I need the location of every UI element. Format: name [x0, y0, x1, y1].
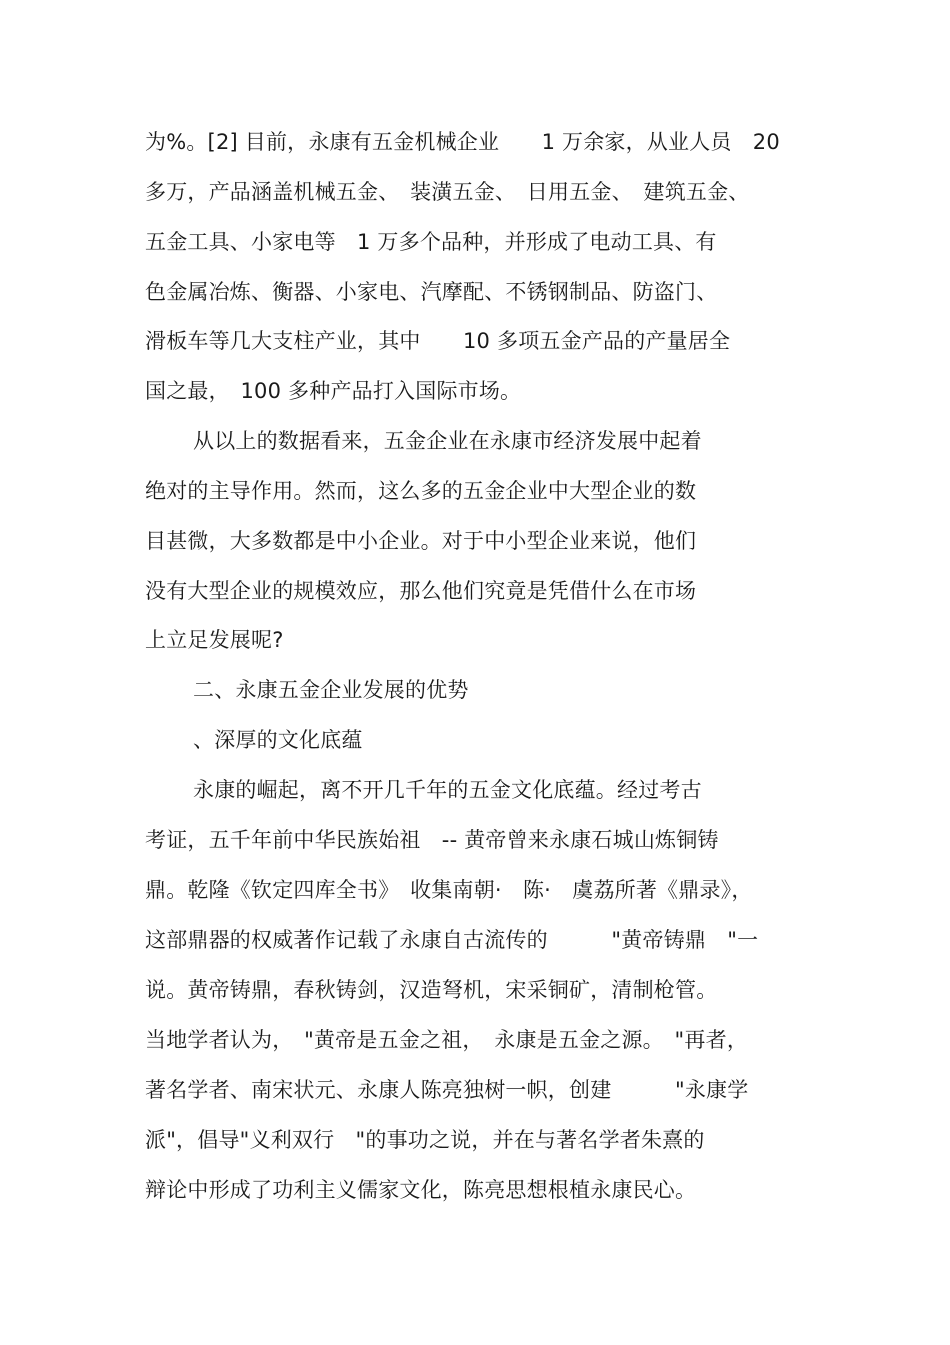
paragraph-first-line: 永康的崛起，离不开几千年的五金文化底蕴。经过考古	[193, 778, 702, 802]
text-line: 色金属冶炼、衡器、小家电、汽摩配、不锈钢制品、防盗门、	[145, 280, 718, 304]
text-line: 国之最， 100 多种产品打入国际市场。	[145, 379, 522, 403]
text-line: 辩论中形成了功利主义儒家文化，陈亮思想根植永康民心。	[145, 1178, 697, 1202]
text-line: 五金工具、小家电等 1 万多个品种，并形成了电动工具、有	[145, 230, 717, 254]
text-line: 没有大型企业的规模效应，那么他们究竟是凭借什么在市场	[145, 579, 697, 603]
text-line: 派"，倡导"义利双行 "的事功之说，并在与著名学者朱熹的	[145, 1128, 705, 1152]
text-line: 多万，产品涵盖机械五金、 装潢五金、 日用五金、 建筑五金、	[145, 180, 750, 204]
text-line: 著名学者、南宋状元、永康人陈亮独树一帜，创建 "永康学	[145, 1078, 749, 1102]
text-line: 当地学者认为， "黄帝是五金之祖， 永康是五金之源。 "再者，	[145, 1028, 749, 1052]
section-heading: 二、永康五金企业发展的优势	[193, 678, 469, 702]
text-line: 这部鼎器的权威著作记载了永康自古流传的 "黄帝铸鼎 "一	[145, 928, 759, 952]
text-line: 绝对的主导作用。然而，这么多的五金企业中大型企业的数	[145, 479, 697, 503]
paragraph-first-line: 从以上的数据看来，五金企业在永康市经济发展中起着	[193, 429, 702, 453]
subsection-heading: 、深厚的文化底蕴	[193, 728, 363, 752]
text-line: 滑板车等几大支柱产业，其中 10 多项五金产品的产量居全	[145, 329, 731, 353]
text-line: 目甚微，大多数都是中小企业。对于中小型企业来说，他们	[145, 529, 697, 553]
text-line: 考证，五千年前中华民族始祖 -- 黄帝曾来永康石城山炼铜铸	[145, 828, 719, 852]
text-line: 为%。[2] 目前，永康有五金机械企业 1 万余家，从业人员 20	[145, 130, 780, 154]
text-line: 上立足发展呢?	[145, 628, 284, 652]
text-line: 说。黄帝铸鼎，春秋铸剑，汉造弩机，宋采铜矿，清制枪管。	[145, 978, 718, 1002]
text-line: 鼎。乾隆《钦定四库全书》 收集南朝· 陈· 虞荔所著《鼎录》，	[145, 878, 753, 902]
